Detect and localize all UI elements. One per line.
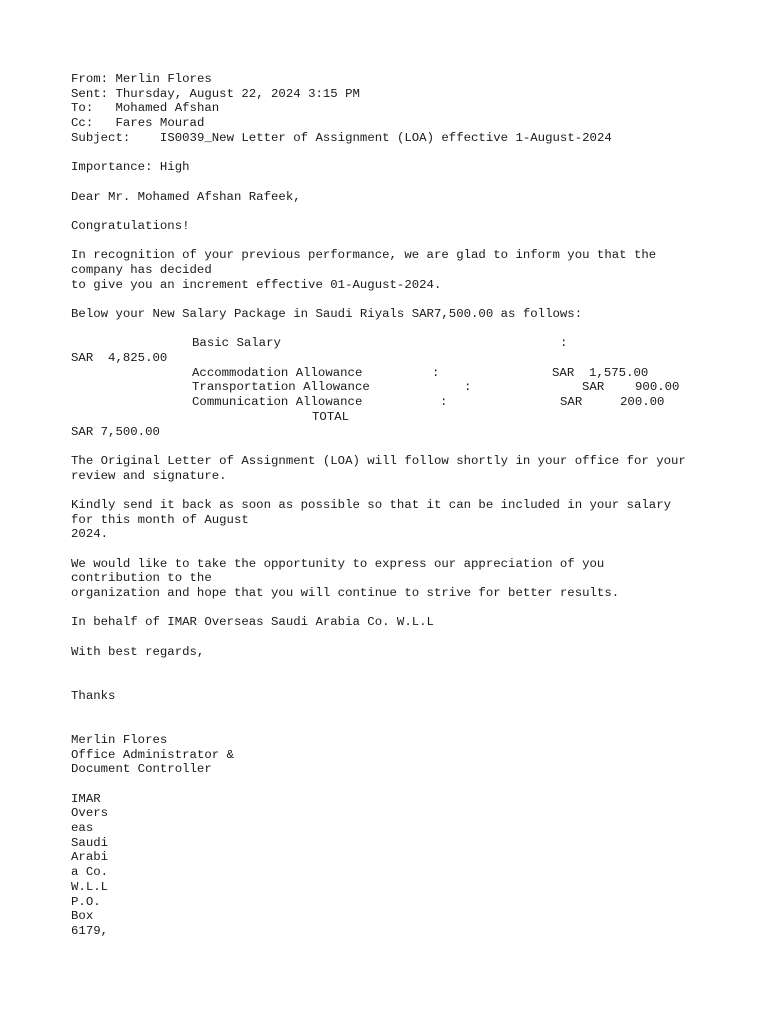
sent-label: Sent: — [71, 86, 109, 101]
salary-colon: : — [432, 365, 440, 380]
company-line: IMAR — [71, 791, 101, 806]
cc-line — [71, 116, 731, 131]
sent-line — [71, 87, 731, 102]
salary-currency: SAR — [582, 380, 605, 395]
behalf-line: In behalf of IMAR Overseas Saudi Arabia Co. W.L.L — [71, 615, 434, 630]
cc-label: Cc: — [71, 116, 94, 131]
paragraph-loa — [71, 454, 731, 483]
subject-line — [71, 131, 731, 146]
salary-value: SAR 1,575.00 — [552, 365, 649, 380]
email-document — [71, 72, 731, 939]
to-label: To: — [71, 101, 94, 116]
from-value: Merlin Flores — [115, 72, 212, 86]
paragraph-salary-intro: Below your New Salary Package in Saudi Riyals SAR7,500.00 as follows: — [71, 307, 583, 321]
greeting: Dear Mr. Mohamed Afshan Rafeek, — [71, 189, 301, 204]
paragraph-increment — [71, 248, 731, 292]
paragraph-appreciation — [71, 557, 731, 601]
salary-amount: 200.00 — [620, 395, 665, 410]
signature-name: Merlin Flores — [71, 732, 168, 747]
salary-label: Communication Allowance — [192, 395, 363, 410]
salary-amount: 900.00 — [635, 380, 680, 395]
paragraph-line: The Original Letter of Assignment (LOA) will follow shortly in your office for your — [71, 453, 686, 468]
regards-line: With best regards, — [71, 644, 205, 659]
from-label: From: — [71, 72, 109, 86]
email-header — [71, 72, 731, 175]
salary-colon: : — [560, 336, 568, 351]
salary-row-total — [71, 410, 731, 425]
salary-row-transportation — [71, 380, 731, 395]
paragraph-line: In recognition of your previous performance, we are glad to inform you that the — [71, 248, 657, 263]
company-line: Saudi — [71, 835, 109, 850]
salary-row-basic — [71, 336, 731, 351]
sent-value: Thursday, August 22, 2024 3:15 PM — [115, 86, 360, 101]
salary-currency: SAR — [560, 395, 583, 410]
thanks-line: Thanks — [71, 688, 116, 703]
paragraph-line: review and signature. — [71, 468, 227, 483]
company-line: P.O. — [71, 894, 101, 909]
company-line: a Co. — [71, 865, 109, 880]
to-value: Mohamed Afshan — [115, 101, 220, 116]
salary-row-total-value — [71, 425, 731, 440]
to-line — [71, 101, 731, 116]
salary-total-value: SAR 7,500.00 — [71, 424, 160, 439]
subject-value: IS0039_New Letter of Assignment (LOA) effective 1-August-2024 — [159, 130, 612, 145]
paragraph-line: company has decided — [71, 262, 212, 277]
paragraph-line: contribution to the — [71, 571, 212, 586]
signature-block — [71, 733, 731, 939]
salary-label: Basic Salary — [192, 336, 281, 351]
salary-table — [71, 336, 731, 439]
salary-value: SAR 4,825.00 — [71, 351, 168, 366]
importance-line: Importance: High — [71, 160, 190, 175]
salary-label: Accommodation Allowance — [192, 365, 363, 380]
salary-colon: : — [464, 380, 472, 395]
paragraph-line: Kindly send it back as soon as possible so that it can be included in your salary — [71, 497, 672, 512]
paragraph-send-back — [71, 498, 731, 542]
salary-row-communication — [71, 395, 731, 410]
company-line: Arabi — [71, 850, 109, 865]
paragraph-line: to give you an increment effective 01-August-2024. — [71, 277, 442, 292]
cc-value: Fares Mourad — [115, 116, 205, 131]
salary-row-basic-value — [71, 351, 731, 366]
salary-colon: : — [440, 395, 448, 410]
paragraph-line: 2024. — [71, 527, 109, 542]
signature-title: Document Controller — [71, 762, 212, 777]
salary-row-accommodation — [71, 366, 731, 381]
company-line: 6179, — [71, 923, 109, 938]
salary-label: Transportation Allowance — [192, 380, 370, 395]
paragraph-line: organization and hope that you will continue to strive for better results. — [71, 586, 620, 601]
signature-title: Office Administrator & — [71, 747, 234, 762]
salary-total-label: TOTAL — [312, 409, 350, 424]
company-line: Box — [71, 909, 94, 924]
from-line — [71, 72, 731, 87]
company-line: eas — [71, 821, 94, 836]
company-line: Overs — [71, 806, 109, 821]
paragraph-line: We would like to take the opportunity to express our appreciation of you — [71, 556, 605, 571]
subject-label: Subject: — [71, 130, 131, 145]
company-line: W.L.L — [71, 879, 109, 894]
congratulations: Congratulations! — [71, 218, 190, 233]
paragraph-line: for this month of August — [71, 512, 249, 527]
